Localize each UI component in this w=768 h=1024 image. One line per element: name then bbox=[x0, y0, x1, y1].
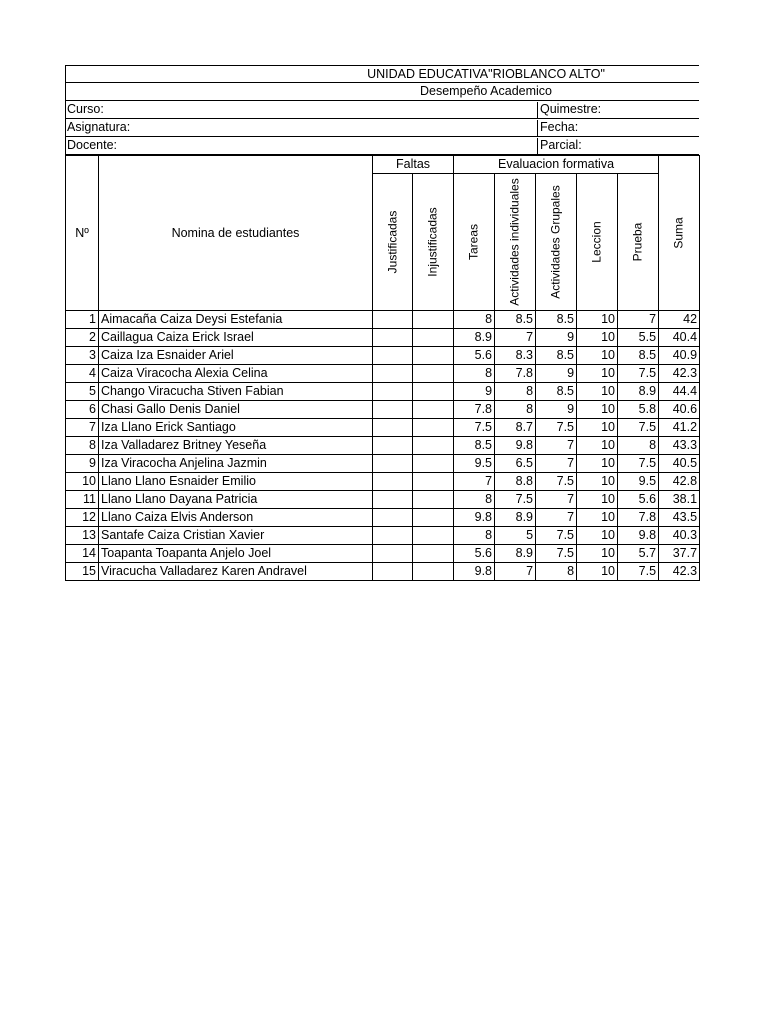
student-name: Toapanta Toapanta Anjelo Joel bbox=[99, 545, 373, 563]
test-cell: 8.5 bbox=[618, 347, 659, 365]
tasks-cell: 8 bbox=[454, 365, 495, 383]
test-cell: 8 bbox=[618, 437, 659, 455]
student-name: Iza Viracocha Anjelina Jazmin bbox=[99, 455, 373, 473]
student-name: Caiza Iza Esnaider Ariel bbox=[99, 347, 373, 365]
grade-sheet bbox=[65, 65, 699, 581]
col-group: Actividades Grupales bbox=[536, 174, 577, 311]
group-cell: 8.5 bbox=[536, 383, 577, 401]
tasks-cell: 5.6 bbox=[454, 347, 495, 365]
row-number: 9 bbox=[66, 455, 99, 473]
row-number: 13 bbox=[66, 527, 99, 545]
row-number: 10 bbox=[66, 473, 99, 491]
sum-cell: 42.3 bbox=[659, 365, 700, 383]
test-cell: 5.6 bbox=[618, 491, 659, 509]
col-students: Nomina de estudiantes bbox=[99, 156, 373, 311]
test-cell: 7.8 bbox=[618, 509, 659, 527]
individual-cell: 8.8 bbox=[495, 473, 536, 491]
group-cell: 9 bbox=[536, 401, 577, 419]
unjustified-cell bbox=[413, 473, 454, 491]
individual-cell: 8.9 bbox=[495, 545, 536, 563]
lesson-cell: 10 bbox=[577, 527, 618, 545]
row-number: 3 bbox=[66, 347, 99, 365]
row-number: 15 bbox=[66, 563, 99, 581]
teacher-label: Docente: bbox=[67, 138, 118, 152]
lesson-cell: 10 bbox=[577, 545, 618, 563]
row-number: 7 bbox=[66, 419, 99, 437]
individual-cell: 7 bbox=[495, 563, 536, 581]
row-number: 4 bbox=[66, 365, 99, 383]
col-test: Prueba bbox=[618, 174, 659, 311]
row-number: 6 bbox=[66, 401, 99, 419]
group-cell: 7 bbox=[536, 437, 577, 455]
lesson-cell: 10 bbox=[577, 455, 618, 473]
justified-cell bbox=[373, 455, 413, 473]
group-cell: 7 bbox=[536, 455, 577, 473]
term-label: Quimestre: bbox=[537, 102, 700, 119]
date-label: Fecha: bbox=[537, 120, 700, 137]
table-row bbox=[66, 347, 700, 365]
row-number: 1 bbox=[66, 311, 99, 329]
col-lesson: Leccion bbox=[577, 174, 618, 311]
unjustified-cell bbox=[413, 347, 454, 365]
individual-cell: 7.5 bbox=[495, 491, 536, 509]
unjustified-cell bbox=[413, 365, 454, 383]
teacher-row bbox=[65, 137, 699, 155]
course-label: Curso: bbox=[67, 102, 104, 116]
subject-row bbox=[65, 119, 699, 137]
lesson-cell: 10 bbox=[577, 509, 618, 527]
col-number: Nº bbox=[66, 156, 99, 311]
group-cell: 7.5 bbox=[536, 527, 577, 545]
test-cell: 5.5 bbox=[618, 329, 659, 347]
row-number: 11 bbox=[66, 491, 99, 509]
group-cell: 8.5 bbox=[536, 347, 577, 365]
justified-cell bbox=[373, 365, 413, 383]
tasks-cell: 8 bbox=[454, 527, 495, 545]
individual-cell: 8 bbox=[495, 383, 536, 401]
individual-cell: 9.8 bbox=[495, 437, 536, 455]
tasks-cell: 7 bbox=[454, 473, 495, 491]
unjustified-cell bbox=[413, 455, 454, 473]
group-cell: 7 bbox=[536, 509, 577, 527]
table-row bbox=[66, 365, 700, 383]
unjustified-cell bbox=[413, 383, 454, 401]
test-cell: 7.5 bbox=[618, 365, 659, 383]
col-tasks: Tareas bbox=[454, 174, 495, 311]
justified-cell bbox=[373, 383, 413, 401]
justified-cell bbox=[373, 329, 413, 347]
lesson-cell: 10 bbox=[577, 383, 618, 401]
col-justified: Justificadas bbox=[373, 174, 413, 311]
individual-cell: 5 bbox=[495, 527, 536, 545]
row-number: 12 bbox=[66, 509, 99, 527]
group-cell: 7.5 bbox=[536, 419, 577, 437]
justified-cell bbox=[373, 545, 413, 563]
student-name: Iza Llano Erick Santiago bbox=[99, 419, 373, 437]
sum-cell: 44.4 bbox=[659, 383, 700, 401]
tasks-cell: 9.5 bbox=[454, 455, 495, 473]
group-cell: 8 bbox=[536, 563, 577, 581]
justified-cell bbox=[373, 437, 413, 455]
col-absences-group: Faltas bbox=[373, 156, 454, 174]
tasks-cell: 7.5 bbox=[454, 419, 495, 437]
individual-cell: 8.5 bbox=[495, 311, 536, 329]
unjustified-cell bbox=[413, 437, 454, 455]
test-cell: 7 bbox=[618, 311, 659, 329]
table-row bbox=[66, 545, 700, 563]
tasks-cell: 8.9 bbox=[454, 329, 495, 347]
school-title: UNIDAD EDUCATIVA"RIOBLANCO ALTO" bbox=[367, 67, 605, 81]
table-row bbox=[66, 419, 700, 437]
group-cell: 9 bbox=[536, 329, 577, 347]
student-name: Aimacaña Caiza Deysi Estefania bbox=[99, 311, 373, 329]
col-unjustified: Injustificadas bbox=[413, 174, 454, 311]
tasks-cell: 9.8 bbox=[454, 509, 495, 527]
student-name: Caiza Viracocha Alexia Celina bbox=[99, 365, 373, 383]
table-row bbox=[66, 383, 700, 401]
sum-cell: 41.2 bbox=[659, 419, 700, 437]
partial-label: Parcial: bbox=[537, 138, 700, 155]
table-row bbox=[66, 473, 700, 491]
lesson-cell: 10 bbox=[577, 347, 618, 365]
table-row bbox=[66, 455, 700, 473]
student-name: Llano Caiza Elvis Anderson bbox=[99, 509, 373, 527]
justified-cell bbox=[373, 473, 413, 491]
lesson-cell: 10 bbox=[577, 311, 618, 329]
individual-cell: 8.3 bbox=[495, 347, 536, 365]
test-cell: 9.5 bbox=[618, 473, 659, 491]
group-cell: 7 bbox=[536, 491, 577, 509]
sum-cell: 40.6 bbox=[659, 401, 700, 419]
lesson-cell: 10 bbox=[577, 419, 618, 437]
table-row bbox=[66, 491, 700, 509]
unjustified-cell bbox=[413, 419, 454, 437]
individual-cell: 8 bbox=[495, 401, 536, 419]
tasks-cell: 7.8 bbox=[454, 401, 495, 419]
grades-table bbox=[65, 155, 700, 581]
sum-cell: 42 bbox=[659, 311, 700, 329]
justified-cell bbox=[373, 419, 413, 437]
justified-cell bbox=[373, 347, 413, 365]
test-cell: 7.5 bbox=[618, 419, 659, 437]
group-cell: 7.5 bbox=[536, 473, 577, 491]
group-cell: 9 bbox=[536, 365, 577, 383]
justified-cell bbox=[373, 509, 413, 527]
student-name: Chasi Gallo Denis Daniel bbox=[99, 401, 373, 419]
lesson-cell: 10 bbox=[577, 473, 618, 491]
unjustified-cell bbox=[413, 545, 454, 563]
unjustified-cell bbox=[413, 527, 454, 545]
unjustified-cell bbox=[413, 563, 454, 581]
table-row bbox=[66, 437, 700, 455]
sum-cell: 37.7 bbox=[659, 545, 700, 563]
individual-cell: 8.7 bbox=[495, 419, 536, 437]
sum-cell: 40.9 bbox=[659, 347, 700, 365]
individual-cell: 8.9 bbox=[495, 509, 536, 527]
unjustified-cell bbox=[413, 509, 454, 527]
tasks-cell: 9.8 bbox=[454, 563, 495, 581]
sheet-subtitle: Desempeño Academico bbox=[419, 84, 553, 98]
lesson-cell: 10 bbox=[577, 329, 618, 347]
lesson-cell: 10 bbox=[577, 563, 618, 581]
lesson-cell: 10 bbox=[577, 491, 618, 509]
table-row bbox=[66, 509, 700, 527]
individual-cell: 7.8 bbox=[495, 365, 536, 383]
tasks-cell: 8 bbox=[454, 311, 495, 329]
justified-cell bbox=[373, 563, 413, 581]
sum-cell: 43.3 bbox=[659, 437, 700, 455]
test-cell: 8.9 bbox=[618, 383, 659, 401]
individual-cell: 7 bbox=[495, 329, 536, 347]
sum-cell: 42.3 bbox=[659, 563, 700, 581]
student-name: Caillagua Caiza Erick Israel bbox=[99, 329, 373, 347]
group-cell: 7.5 bbox=[536, 545, 577, 563]
unjustified-cell bbox=[413, 311, 454, 329]
unjustified-cell bbox=[413, 329, 454, 347]
course-row bbox=[65, 101, 699, 119]
col-individual: Actividades individuales bbox=[495, 174, 536, 311]
justified-cell bbox=[373, 401, 413, 419]
lesson-cell: 10 bbox=[577, 401, 618, 419]
sum-cell: 38.1 bbox=[659, 491, 700, 509]
justified-cell bbox=[373, 311, 413, 329]
lesson-cell: 10 bbox=[577, 437, 618, 455]
individual-cell: 6.5 bbox=[495, 455, 536, 473]
student-name: Llano Llano Dayana Patricia bbox=[99, 491, 373, 509]
table-row bbox=[66, 401, 700, 419]
test-cell: 7.5 bbox=[618, 455, 659, 473]
unjustified-cell bbox=[413, 491, 454, 509]
group-cell: 8.5 bbox=[536, 311, 577, 329]
table-row bbox=[66, 311, 700, 329]
tasks-cell: 5.6 bbox=[454, 545, 495, 563]
justified-cell bbox=[373, 527, 413, 545]
justified-cell bbox=[373, 491, 413, 509]
table-row bbox=[66, 563, 700, 581]
sum-cell: 43.5 bbox=[659, 509, 700, 527]
student-name: Chango Viracucha Stiven Fabian bbox=[99, 383, 373, 401]
student-name: Santafe Caiza Cristian Xavier bbox=[99, 527, 373, 545]
tasks-cell: 8 bbox=[454, 491, 495, 509]
student-name: Viracucha Valladarez Karen Andravel bbox=[99, 563, 373, 581]
student-name: Llano Llano Esnaider Emilio bbox=[99, 473, 373, 491]
test-cell: 7.5 bbox=[618, 563, 659, 581]
table-row bbox=[66, 527, 700, 545]
row-number: 5 bbox=[66, 383, 99, 401]
test-cell: 5.7 bbox=[618, 545, 659, 563]
sum-cell: 40.5 bbox=[659, 455, 700, 473]
test-cell: 5.8 bbox=[618, 401, 659, 419]
row-number: 14 bbox=[66, 545, 99, 563]
subtitle-row bbox=[65, 83, 699, 101]
col-formative-group: Evaluacion formativa bbox=[454, 156, 659, 174]
row-number: 2 bbox=[66, 329, 99, 347]
sum-cell: 42.8 bbox=[659, 473, 700, 491]
school-title-row bbox=[65, 65, 699, 83]
student-name: Iza Valladarez Britney Yeseña bbox=[99, 437, 373, 455]
tasks-cell: 9 bbox=[454, 383, 495, 401]
subject-label: Asignatura: bbox=[67, 120, 131, 134]
row-number: 8 bbox=[66, 437, 99, 455]
sum-cell: 40.3 bbox=[659, 527, 700, 545]
col-sum: Suma bbox=[659, 156, 700, 311]
tasks-cell: 8.5 bbox=[454, 437, 495, 455]
unjustified-cell bbox=[413, 401, 454, 419]
sum-cell: 40.4 bbox=[659, 329, 700, 347]
lesson-cell: 10 bbox=[577, 365, 618, 383]
grades-body bbox=[66, 311, 700, 581]
test-cell: 9.8 bbox=[618, 527, 659, 545]
table-row bbox=[66, 329, 700, 347]
